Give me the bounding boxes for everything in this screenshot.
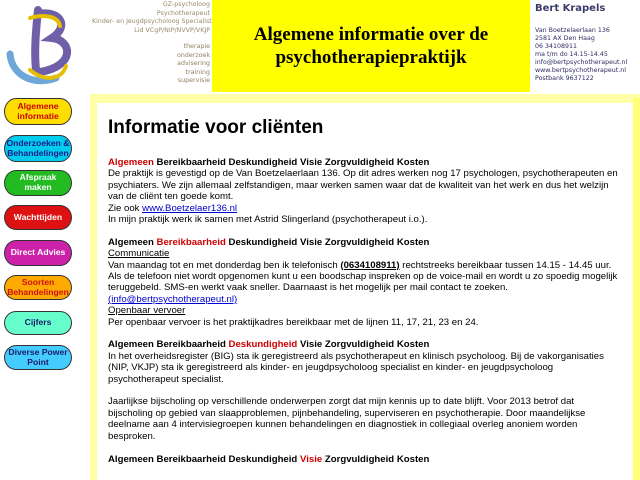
nav-afspraak-maken[interactable]: Afspraak maken <box>4 170 72 196</box>
section-bereikbaarheid <box>108 237 618 328</box>
topic-deskundigheid[interactable]: Deskundigheid <box>228 339 298 351</box>
algemeen-text-2: In mijn praktijk werk ik samen met Astrid Slingerland (psychotherapeut i.o.). <box>108 214 428 226</box>
credential-line: Lid VCgP/NIP/NVVP/VKJP <box>134 26 210 34</box>
credential-line: Psychotherapeut <box>156 9 210 17</box>
topic-zorgvuldigheid[interactable]: Zorgvuldigheid <box>324 339 395 351</box>
topic-algemeen[interactable]: Algemeen <box>108 157 154 168</box>
topic-zorgvuldigheid[interactable]: Zorgvuldigheid <box>324 453 395 465</box>
topic-row <box>108 454 618 465</box>
topic-bereikbaarheid[interactable]: Bereikbaarheid <box>156 339 226 351</box>
nav-onderzoeken-behandelingen[interactable]: Onderzoeken & Behandelingen <box>4 135 72 162</box>
communicatie-text <box>108 260 618 271</box>
contact-block <box>534 0 640 95</box>
section-algemeen <box>108 157 618 225</box>
credentials <box>92 0 210 92</box>
topic-algemeen[interactable]: Algemeen <box>108 339 154 351</box>
credentials-top <box>92 1 210 35</box>
service-line: training <box>185 68 210 76</box>
contact-bank: Postbank 9637122 <box>535 74 594 82</box>
scrollbar-strip[interactable] <box>633 98 640 480</box>
topic-kosten[interactable]: Kosten <box>396 453 430 465</box>
topic-bereikbaarheid[interactable]: Bereikbaarheid <box>156 236 226 248</box>
topic-bereikbaarheid[interactable]: Bereikbaarheid <box>156 453 226 465</box>
credential-line: Kinder- en Jeugdpsycholoog Specialist <box>92 18 212 26</box>
contact-street: Van Boetzelaerlaan 136 <box>535 27 610 34</box>
phone-number[interactable]: (0634108911) <box>340 259 400 271</box>
nav-soorten-behandelingen[interactable]: Soorten Behandelingen <box>4 275 72 300</box>
topic-visie[interactable]: Visie <box>299 339 323 351</box>
contact-phone: 06 34108911 <box>535 42 578 50</box>
contact-website[interactable]: www.bertpsychotherapeut.nl <box>535 66 626 74</box>
email-link[interactable]: (info@bertpsychotherapeut.nl) <box>108 293 238 305</box>
nav-direct-advies[interactable]: Direct Advies <box>4 240 72 266</box>
section-deskundigheid <box>108 339 618 442</box>
topic-algemeen[interactable]: Algemeen <box>108 453 154 465</box>
deskundigheid-text-2: Jaarlijkse bijscholing op verschillende onderwerpen zorgt dat mijn kennis up to date blijft. Voor 2013 betrof dat bijscholing op gebied van slaapproblemen, pijnbehandeling, superviseren en psychotherapie. Door maandelijkse deelname aan 4 intervisiegroepen kunnen behandelingen en diagnostiek in collegiaal overleg anoniem worden besproken. <box>108 396 586 442</box>
credentials-services <box>92 43 210 86</box>
service-line: therapie <box>183 43 210 50</box>
topic-zorgvuldigheid[interactable]: Zorgvuldigheid <box>324 236 395 248</box>
openbaar-vervoer-heading: Openbaar vervoer <box>108 305 186 317</box>
see-also-prefix: Zie ook <box>108 202 143 214</box>
topic-zorgvuldigheid[interactable]: Zorgvuldigheid <box>324 157 395 168</box>
contact-email[interactable]: info@bertpsychotherapeut.nl <box>535 58 628 66</box>
nav-diverse-power-point[interactable]: Diverse Power Point <box>4 345 72 370</box>
comm-text-b: rechtstreeks bereikbaar tussen 14.15 - 14.45 uur. <box>399 259 612 271</box>
topic-deskundigheid[interactable]: Deskundigheid <box>228 236 298 248</box>
header-title: Algemene informatie over de psychotherapiepraktijk <box>253 24 489 68</box>
nav-algemene-informatie[interactable]: Algemene informatie <box>4 98 72 125</box>
deskundigheid-text: In het overheidsregister (BIG) sta ik geregistreerd als psychotherapeut en klinisch psycholoog. Bij de vakorganisaties (NIP, VKJP) sta ik geregistreerd als kinder- en jeugdpsycholoog specialist en kinder- en jeugdpsycholoog psychotherapeut specialist. <box>108 350 604 385</box>
topic-row <box>108 237 618 248</box>
topic-kosten[interactable]: Kosten <box>396 339 430 351</box>
section-visie <box>108 454 618 465</box>
topic-algemeen[interactable]: Algemeen <box>108 236 154 248</box>
topic-visie[interactable]: Visie <box>299 453 323 465</box>
topic-visie[interactable]: Visie <box>299 236 323 248</box>
algemeen-see-also <box>108 203 618 214</box>
algemeen-text: De praktijk is gevestigd op de Van Boetzelaerlaan 136. Op dit adres werken nog 17 psychologen, psychotherapeuten en psychiaters. We zijn allemaal zelfstandigen, maar werken samen waar dat de kwaliteit van het werk en dus het welzijn van de cliënt ten goede komt. <box>108 168 618 203</box>
logo-b-icon <box>0 0 90 92</box>
page-title: Informatie voor cliënten <box>108 117 324 138</box>
communicatie-heading: Communicatie <box>108 248 170 260</box>
topic-kosten[interactable]: Kosten <box>396 157 430 168</box>
service-line: advisering <box>177 60 210 68</box>
contact-hours: ma t/m do 14.15-14.45 <box>535 50 608 58</box>
comm-text-a: Van maandag tot en met donderdag ben ik telefonisch <box>108 259 341 271</box>
topic-visie[interactable]: Visie <box>299 157 323 168</box>
topic-row <box>108 339 618 350</box>
topic-deskundigheid[interactable]: Deskundigheid <box>228 157 298 168</box>
main-content <box>97 103 633 480</box>
credential-line: GZ-psycholoog <box>162 1 210 8</box>
contact-name: Bert Krapels <box>535 3 606 14</box>
topic-deskundigheid[interactable]: Deskundigheid <box>228 453 298 465</box>
nav-cijfers[interactable]: Cijfers <box>4 311 72 335</box>
openbaar-vervoer-text: Per openbaar vervoer is het praktijkadres bereikbaar met de lijnen 11, 17, 21, 23 en 24. <box>108 316 479 328</box>
header-title-box <box>212 0 530 92</box>
nav-wachttijden[interactable]: Wachttijden <box>4 205 72 230</box>
service-line: supervisie <box>177 77 210 85</box>
topic-kosten[interactable]: Kosten <box>396 236 430 248</box>
topic-bereikbaarheid[interactable]: Bereikbaarheid <box>156 157 226 168</box>
contact-address <box>535 27 627 83</box>
communicatie-text-2: Als de telefoon niet wordt opgenomen kunt u een boodschap inspreken op de voice-mail en wordt u zo spoedig mogelijk teruggebeld. SMS-en werkt vaak sneller. Daarnaast is het mogelijk per mail contact te zoeken. <box>108 271 618 294</box>
service-line: onderzoek <box>177 51 210 59</box>
contact-city: 2581 AX Den Haag <box>535 34 595 42</box>
boetzelaer-link[interactable]: www.Boetzelaer136.nl <box>142 202 238 214</box>
logo[interactable] <box>0 0 90 92</box>
topic-row <box>108 157 618 168</box>
